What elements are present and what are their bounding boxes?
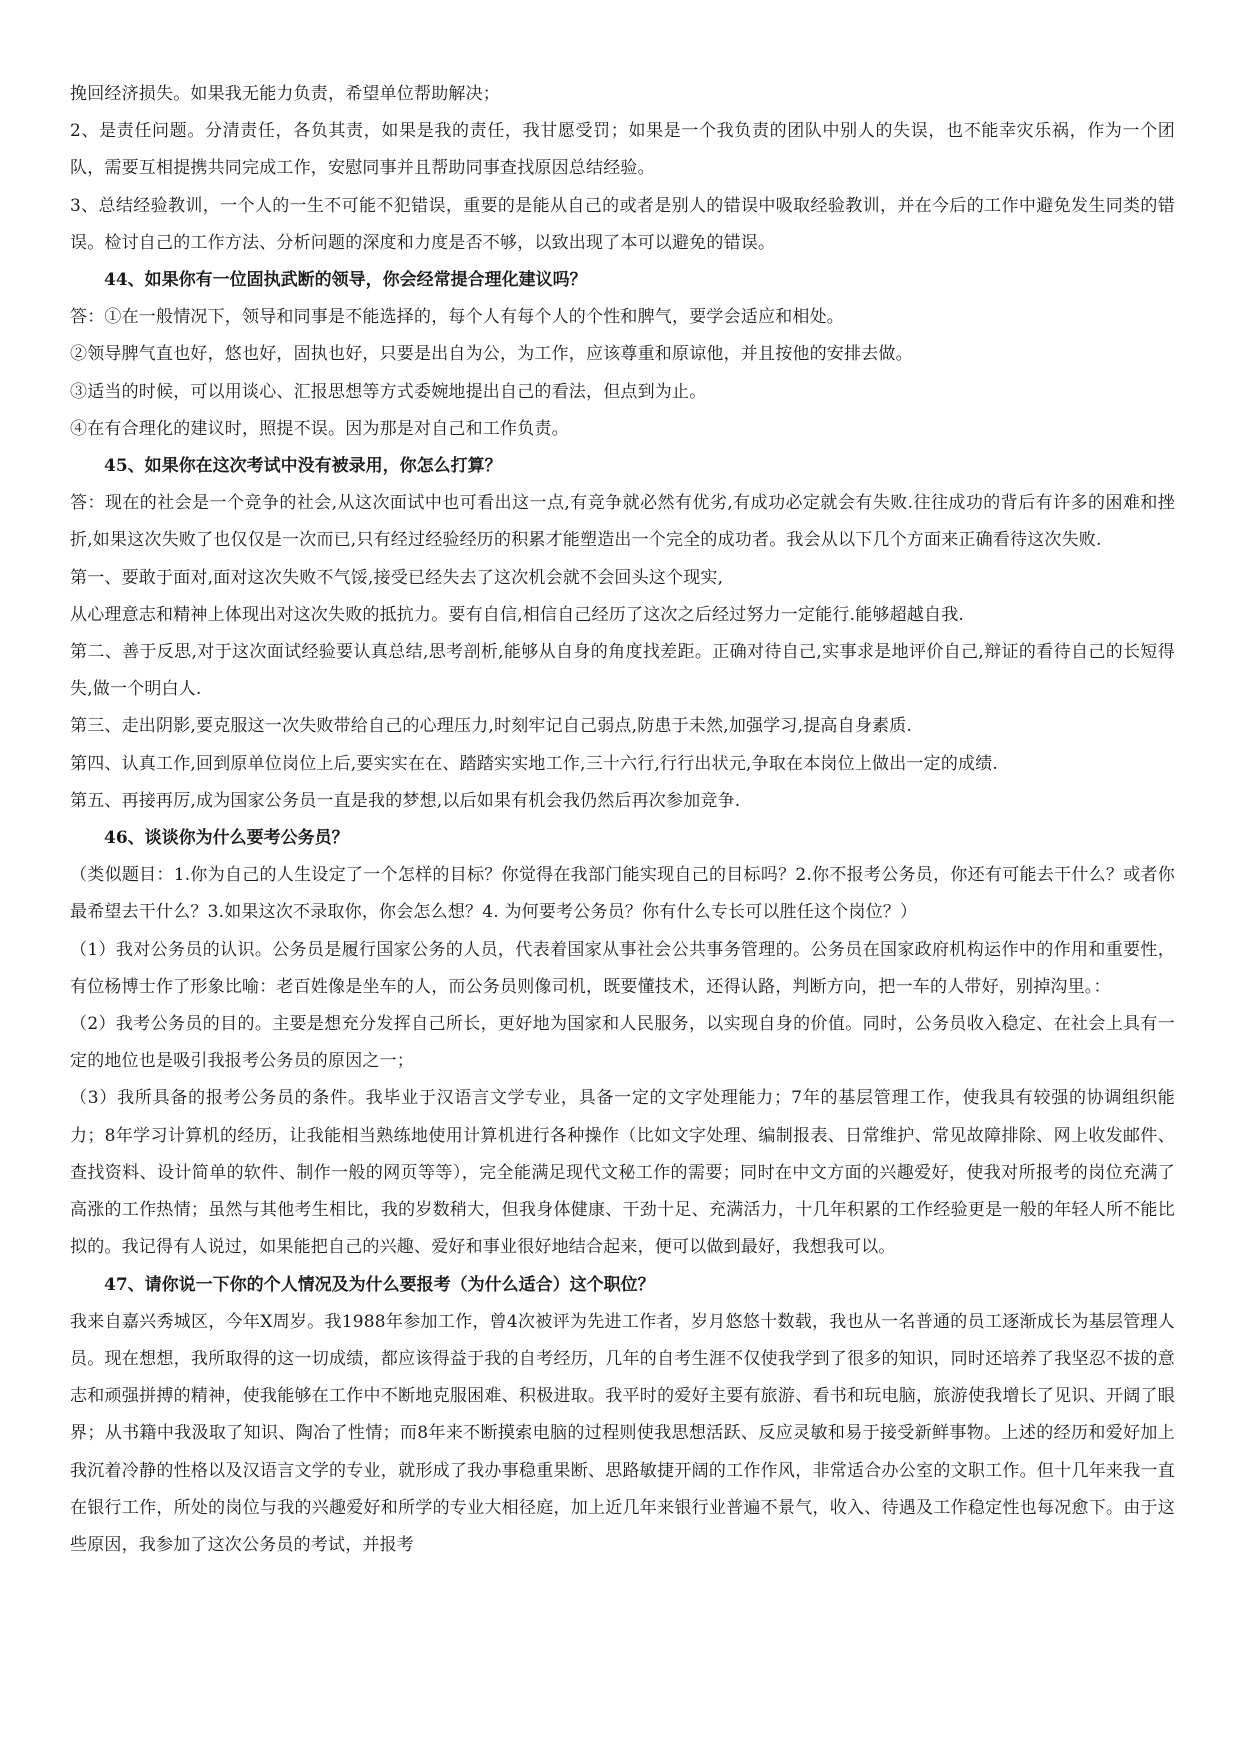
paragraph-46-2: （1）我对公务员的认识。公务员是履行国家公务的人员，代表着国家从事社会公共事务管理的。公务员在国家政府机构运作中的作用和重要性，有位杨博士作了形象比喻：老百姓像是坐车的人，而公务员则像司机，既要懂技术，还得认路，判断方向，把一车的人带好，别掉沟里。： <box>70 939 1175 997</box>
paragraph-44-3: ③适当的时候，可以用谈心、汇报思想等方式委婉地提出自己的看法，但点到为止。 <box>70 381 707 402</box>
paragraph-45-2: 第一、要敢于面对,面对这次失败不气馁,接受已经失去了这次机会就不会回头这个现实, <box>70 567 724 588</box>
question-46-heading: 46、谈谈你为什么要考公务员？ <box>104 828 349 849</box>
paragraph-44-4: ④在有合理化的建议时，照提不误。因为那是对自己和工作负责。 <box>70 418 569 439</box>
paragraph-47-1: 我来自嘉兴秀城区，今年X周岁。我1988年参加工作，曾4次被评为先进工作者，岁月悠悠十数载，我也从一名普通的员工逐渐成长为基层管理人员。现在想想，我所取得的这一切成绩，都应该得益于我的自考经历，几年的自考生涯不仅使我学到了很多的知识，同时还培养了我坚忍不拔的意志和顽强拼搏的精神，使我能够在工作中不断地克服困难、积极进取。我平时的爱好主要有旅游、看书和玩电脑，旅游使我增长了见识、开阔了眼界；从书籍中我汲取了知识、陶冶了性情；而8年来不断摸索电脑的过程则使我思想活跃、反应灵敏和易于接受新鲜事物。上述的经历和爱好加上我沉着冷静的性格以及汉语言文学的专业，就形成了我办事稳重果断、思路敏捷开阔的工作作风，非常适合办公室的文职工作。但十几年来我一直在银行工作，所处的岗位与我的兴趣爱好和所学的专业大相径庭，加上近几年来银行业普遍不景气，收入、待遇及工作稳定性也每况愈下。由于这些原因，我参加了这次公务员的考试，并报考 <box>70 1311 1175 1555</box>
paragraph-45-7: 第五、再接再厉,成为国家公务员一直是我的梦想,以后如果有机会我仍然后再次参加竞争. <box>70 790 741 811</box>
paragraph-45-6: 第四、认真工作,回到原单位岗位上后,要实实在在、踏踏实实地工作,三十六行,行行出状元,争取在本岗位上做出一定的成绩. <box>70 753 999 774</box>
question-45-heading: 45、如果你在这次考试中没有被录用，你怎么打算？ <box>104 456 502 477</box>
paragraph-3: 3、总结经验教训，一个人的一生不可能不犯错误，重要的是能从自己的或者是别人的错误中吸取经验教训，并在今后的工作中避免发生同类的错误。检讨自己的工作方法、分析问题的深度和力度是否不够，以致出现了本可以避免的错误。 <box>70 195 1175 253</box>
question-44-heading: 44、如果你有一位固执武断的领导，你会经常提合理化建议吗？ <box>104 270 587 291</box>
paragraph-46-3: （2）我考公务员的目的。主要是想充分发挥自己所长，更好地为国家和人民服务，以实现自身的价值。同时，公务员收入稳定、在社会上具有一定的地位也是吸引我报考公务员的原因之一； <box>70 1014 1175 1072</box>
paragraph-1: 挽回经济损失。如果我无能力负责，希望单位帮助解决； <box>70 84 500 104</box>
document-page <box>70 76 1175 1564</box>
paragraph-46-1: （类似题目：1.你为自己的人生设定了一个怎样的目标？你觉得在我部门能实现自己的目标吗？2.你不报考公务员，你还有可能去干什么？或者你最希望去干什么？3.如果这次不录取你，你会怎么想？4. 为何要考公务员？你有什么专长可以胜任这个岗位？） <box>70 865 1175 923</box>
paragraph-44-2: ②领导脾气直也好，悠也好，固执也好，只要是出自为公，为工作，应该尊重和原谅他，并且按他的安排去做。 <box>70 344 913 365</box>
paragraph-46-4: （3）我所具备的报考公务员的条件。我毕业于汉语言文学专业，具备一定的文字处理能力；7年的基层管理工作，使我具有较强的协调组织能力；8年学习计算机的经历，让我能相当熟练地使用计算机进行各种操作（比如文字处理、编制报表、日常维护、常见故障排除、网上收发邮件、查找资料、设计简单的软件、制作一般的网页等等），完全能满足现代文秘工作的需要；同时在中文方面的兴趣爱好，使我对所报考的岗位充满了高涨的工作热情；虽然与其他考生相比，我的岁数稍大，但我身体健康、干劲十足、充满活力，十几年积累的工作经验更是一般的年轻人所不能比拟的。我记得有人说过，如果能把自己的兴趣、爱好和事业很好地结合起来，便可以做到最好，我想我可以。 <box>70 1088 1175 1258</box>
paragraph-45-3: 从心理意志和精神上体现出对这次失败的抵抗力。要有自信,相信自己经历了这次之后经过努力一定能行.能够超越自我. <box>70 604 965 625</box>
paragraph-45-4: 第二、善于反思,对于这次面试经验要认真总结,思考剖析,能够从自身的角度找差距。正确对待自己,实事求是地评价自己,辩证的看待自己的长短得失,做一个明白人. <box>70 642 1175 700</box>
paragraph-45-1: 答：现在的社会是一个竞争的社会,从这次面试中也可看出这一点,有竞争就必然有优劣,有成功必定就会有失败.往往成功的背后有许多的困难和挫折,如果这次失败了也仅仅是一次而已,只有经过经验经历的积累才能塑造出一个完全的成功者。我会从以下几个方面来正确看待这次失败. <box>70 493 1175 551</box>
paragraph-45-5: 第三、走出阴影,要克服这一次失败带给自己的心理压力,时刻牢记自己弱点,防患于未然,加强学习,提高自身素质. <box>70 716 913 737</box>
paragraph-2: 2、是责任问题。分清责任，各负其责，如果是我的责任，我甘愿受罚；如果是一个我负责的团队中别人的失误，也不能幸灾乐祸，作为一个团队，需要互相提携共同完成工作，安慰同事并且帮助同事查找原因总结经验。 <box>70 121 1175 179</box>
paragraph-44-1: 答：①在一般情况下，领导和同事是不能选择的，每个人有每个人的个性和脾气，要学会适应和相处。 <box>70 307 844 328</box>
question-47-heading: 47、请你说一下你的个人情况及为什么要报考（为什么适合）这个职位？ <box>104 1274 655 1295</box>
